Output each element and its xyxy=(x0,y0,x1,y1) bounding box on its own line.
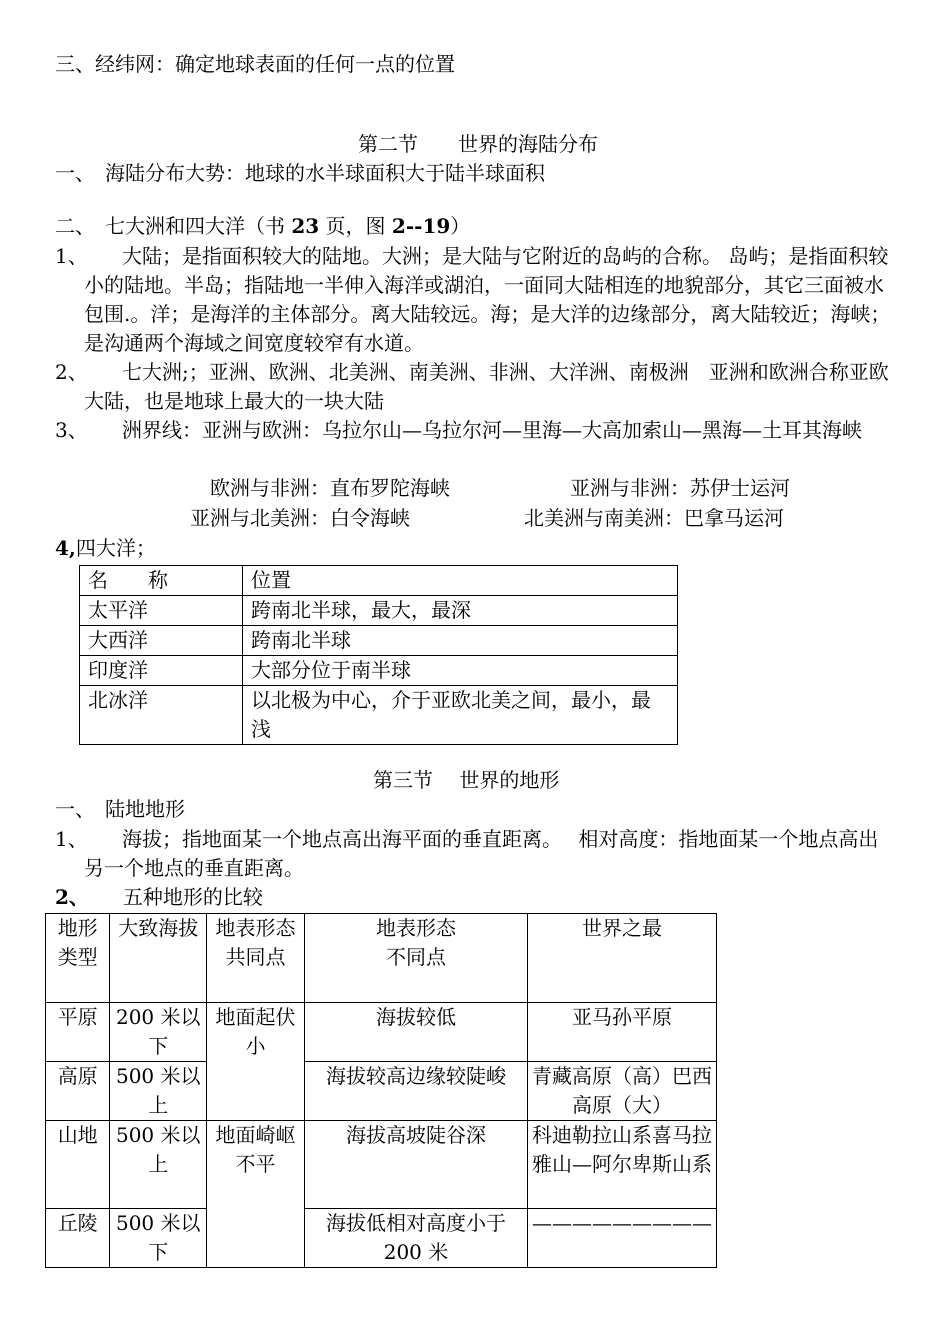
table-row xyxy=(46,1209,717,1268)
item1-text: 大陆；是指面积较大的陆地。大洲；是大陆与它附近的岛屿的合称。 岛屿；是指面积较小的陆地。半岛；指陆地一半伸入海洋或湖泊，一面同大陆相连的地貌部分，其它三面被水包围.。洋；是海洋的主体部分。离大陆较远。海；是大洋的边缘部分，离大陆较近；海峡；是沟通两个海域之间宽度较窄有水道。 xyxy=(84,244,891,355)
boundary-asia-africa: 亚洲与非洲：苏伊士运河 xyxy=(570,476,790,500)
boundary-europe-africa: 欧洲与非洲：直布罗陀海峡 xyxy=(210,476,450,500)
landform-table xyxy=(45,913,717,1268)
common-cell: 地面崎岖不平 xyxy=(207,1121,305,1268)
altitude-cell: 500 米以下 xyxy=(110,1209,207,1268)
ocean-position: 跨南北半球，最大，最深 xyxy=(243,596,678,626)
item2-number: 2、 xyxy=(55,360,88,384)
section2-p1: 一、 海陆分布大势：地球的水半球面积大于陆半球面积 xyxy=(55,161,545,185)
header-common: 地表形态共同点 xyxy=(207,914,305,1003)
header-diff: 地表形态 不同点 xyxy=(304,914,527,1003)
section2-title: 第二节 世界的海陆分布 xyxy=(358,132,598,156)
ocean-header-name: 名 称 xyxy=(80,566,243,596)
ocean-header-position: 位置 xyxy=(243,566,678,596)
s3-item1-number: 1、 xyxy=(55,827,88,851)
best-cell: ————————— xyxy=(528,1209,717,1268)
best-cell: 亚马孙平原 xyxy=(528,1003,717,1062)
best-cell: 青藏高原（高）巴西高原（大） xyxy=(528,1062,717,1121)
table-row xyxy=(46,1062,717,1121)
header-altitude: 大致海拔 xyxy=(110,914,207,1003)
table-row xyxy=(46,914,717,1003)
ocean-position: 大部分位于南半球 xyxy=(243,656,678,686)
table-row xyxy=(80,626,678,656)
diff-cell: 海拔高坡陡谷深 xyxy=(304,1121,527,1209)
section2-p2: 二、 七大洲和四大洋（书 23 页，图 2--19） xyxy=(55,214,471,238)
diff-cell: 海拔低相对高度小于 200 米 xyxy=(304,1209,527,1268)
item2-text: 七大洲;；亚洲、欧洲、北美洲、南美洲、非洲、大洋洲、南极洲 亚洲和欧洲合称亚欧大陆，也是地球上最大的一块大陆 xyxy=(84,360,889,413)
ocean-name: 印度洋 xyxy=(80,656,243,686)
ocean-position: 以北极为中心，介于亚欧北美之间，最小，最浅 xyxy=(243,686,678,745)
ocean-name: 大西洋 xyxy=(80,626,243,656)
section3-p1: 一、 陆地地形 xyxy=(55,797,185,821)
type-cell: 平原 xyxy=(46,1003,110,1062)
boundary-asia-namerica: 亚洲与北美洲：白令海峡 xyxy=(190,506,410,530)
table-row xyxy=(80,686,678,745)
latlong-line: 三、经纬网：确定地球表面的任何一点的位置 xyxy=(55,52,455,76)
item3-text: 洲界线：亚洲与欧洲：乌拉尔山—乌拉尔河—里海—大高加索山—黑海—土耳其海峡 xyxy=(122,418,862,442)
table-row xyxy=(80,566,678,596)
s3-item2: 2、 五种地形的比较 xyxy=(55,885,263,909)
boundary-na-sa: 北美洲与南美洲：巴拿马运河 xyxy=(524,506,784,530)
altitude-cell: 200 米以下 xyxy=(110,1003,207,1062)
type-cell: 高原 xyxy=(46,1062,110,1121)
diff-cell: 海拔较低 xyxy=(304,1003,527,1062)
item1-number: 1、 xyxy=(55,244,88,268)
header-type: 地形类型 xyxy=(46,914,110,1003)
best-cell: 科迪勒拉山系喜马拉雅山—阿尔卑斯山系 xyxy=(528,1121,717,1209)
type-cell: 丘陵 xyxy=(46,1209,110,1268)
header-best: 世界之最 xyxy=(528,914,717,1003)
common-cell: 地面起伏小 xyxy=(207,1003,305,1121)
altitude-cell: 500 米以上 xyxy=(110,1121,207,1209)
altitude-cell: 500 米以上 xyxy=(110,1062,207,1121)
section3-title: 第三节 世界的地形 xyxy=(373,768,560,792)
table-row xyxy=(80,656,678,686)
ocean-name: 北冰洋 xyxy=(80,686,243,745)
ocean-table xyxy=(79,565,678,745)
table-row xyxy=(46,1121,717,1209)
item3-number: 3、 xyxy=(55,418,88,442)
diff-cell: 海拔较高边缘较陡峻 xyxy=(304,1062,527,1121)
ocean-position: 跨南北半球 xyxy=(243,626,678,656)
item4-heading: 4,四大洋； xyxy=(55,536,156,560)
table-row xyxy=(80,596,678,626)
ocean-name: 太平洋 xyxy=(80,596,243,626)
type-cell: 山地 xyxy=(46,1121,110,1209)
s3-item1-text: 海拔；指地面某一个地点高出海平面的垂直距离。 相对高度：指地面某一个地点高出另一个地点的垂直距离。 xyxy=(84,827,879,880)
table-row xyxy=(46,1003,717,1062)
